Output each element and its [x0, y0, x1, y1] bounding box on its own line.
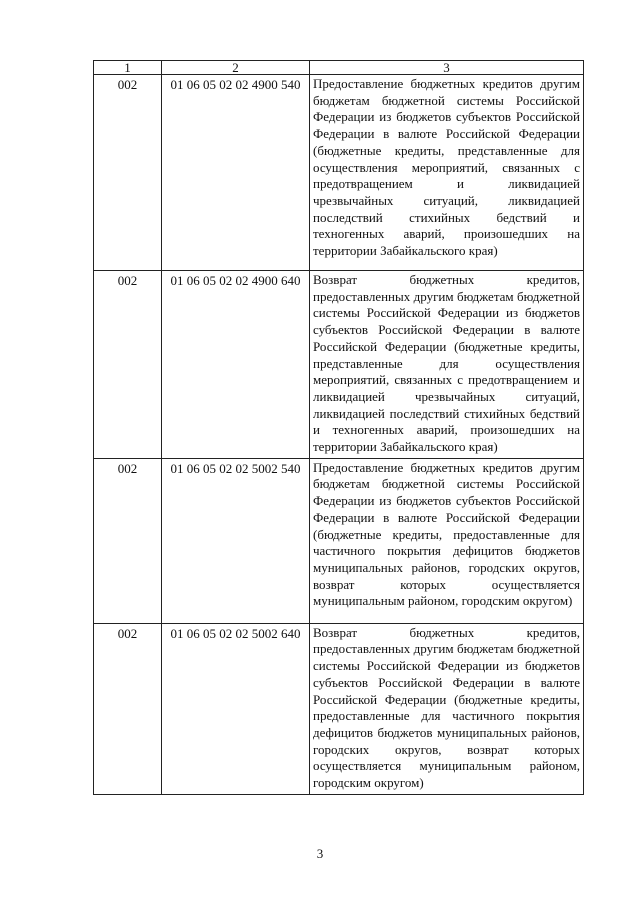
- admin-code-cell: 002: [94, 623, 162, 794]
- table-row: [94, 75, 584, 271]
- budget-code-cell: 01 06 05 02 02 5002 640: [162, 623, 310, 794]
- description-cell: Предоставление бюджетных кредитов другим бюджетам бюджетной системы Российской Федерации из бюджетов субъектов Российской Федерации в валюте Российской Федерации (бюджетные кредиты, предоставленные для частичного покрытия дефицитов бюджетов муниципальных районов, городских округов, возврат которых осуществляется муниципальным районом, городским округом): [310, 458, 584, 623]
- admin-code-cell: 002: [94, 458, 162, 623]
- column-header-3: 3: [310, 61, 584, 75]
- description-cell: Возврат бюджетных кредитов, предоставленных другим бюджетам бюджетной системы Российской Федерации из бюджетов субъектов Российской Федерации в валюте Российской Федерации (бюджетные кредиты, предоставленные для частичного покрытия дефицитов бюджетов муниципальных районов, городских округов, возврат которых осуществляется муниципальным районом, городским округом): [310, 623, 584, 794]
- budget-classification-table: [93, 60, 584, 795]
- admin-code-cell: 002: [94, 271, 162, 459]
- table-row: [94, 271, 584, 459]
- table-header-row: [94, 61, 584, 75]
- table-row: [94, 623, 584, 794]
- description-cell: Предоставление бюджетных кредитов другим бюджетам бюджетной системы Российской Федерации из бюджетов субъектов Российской Федерации в валюте Российской Федерации (бюджетные кредиты, представленные для осуществления мероприятий, связанных с предотвращением и ликвидацией чрезвычайных ситуаций, ликвидацией последствий стихийных бедствий и техногенных аварий, произошедших на территории Забайкальского края): [310, 75, 584, 271]
- budget-code-cell: 01 06 05 02 02 4900 640: [162, 271, 310, 459]
- admin-code-cell: 002: [94, 75, 162, 271]
- budget-code-cell: 01 06 05 02 02 5002 540: [162, 458, 310, 623]
- budget-code-cell: 01 06 05 02 02 4900 540: [162, 75, 310, 271]
- description-cell: Возврат бюджетных кредитов, предоставленных другим бюджетам бюджетной системы Российской Федерации из бюджетов субъектов Российской Федерации в валюте Российской Федерации (бюджетные кредиты, представленные для осуществления мероприятий, связанных с предотвращением и ликвидацией чрезвычайных ситуаций, ликвидацией последствий стихийных бедствий и техногенных аварий, произошедших на территории Забайкальского края): [310, 271, 584, 459]
- page-number: 3: [316, 846, 324, 861]
- column-header-2: 2: [162, 61, 310, 75]
- column-header-1: 1: [94, 61, 162, 75]
- table-row: [94, 458, 584, 623]
